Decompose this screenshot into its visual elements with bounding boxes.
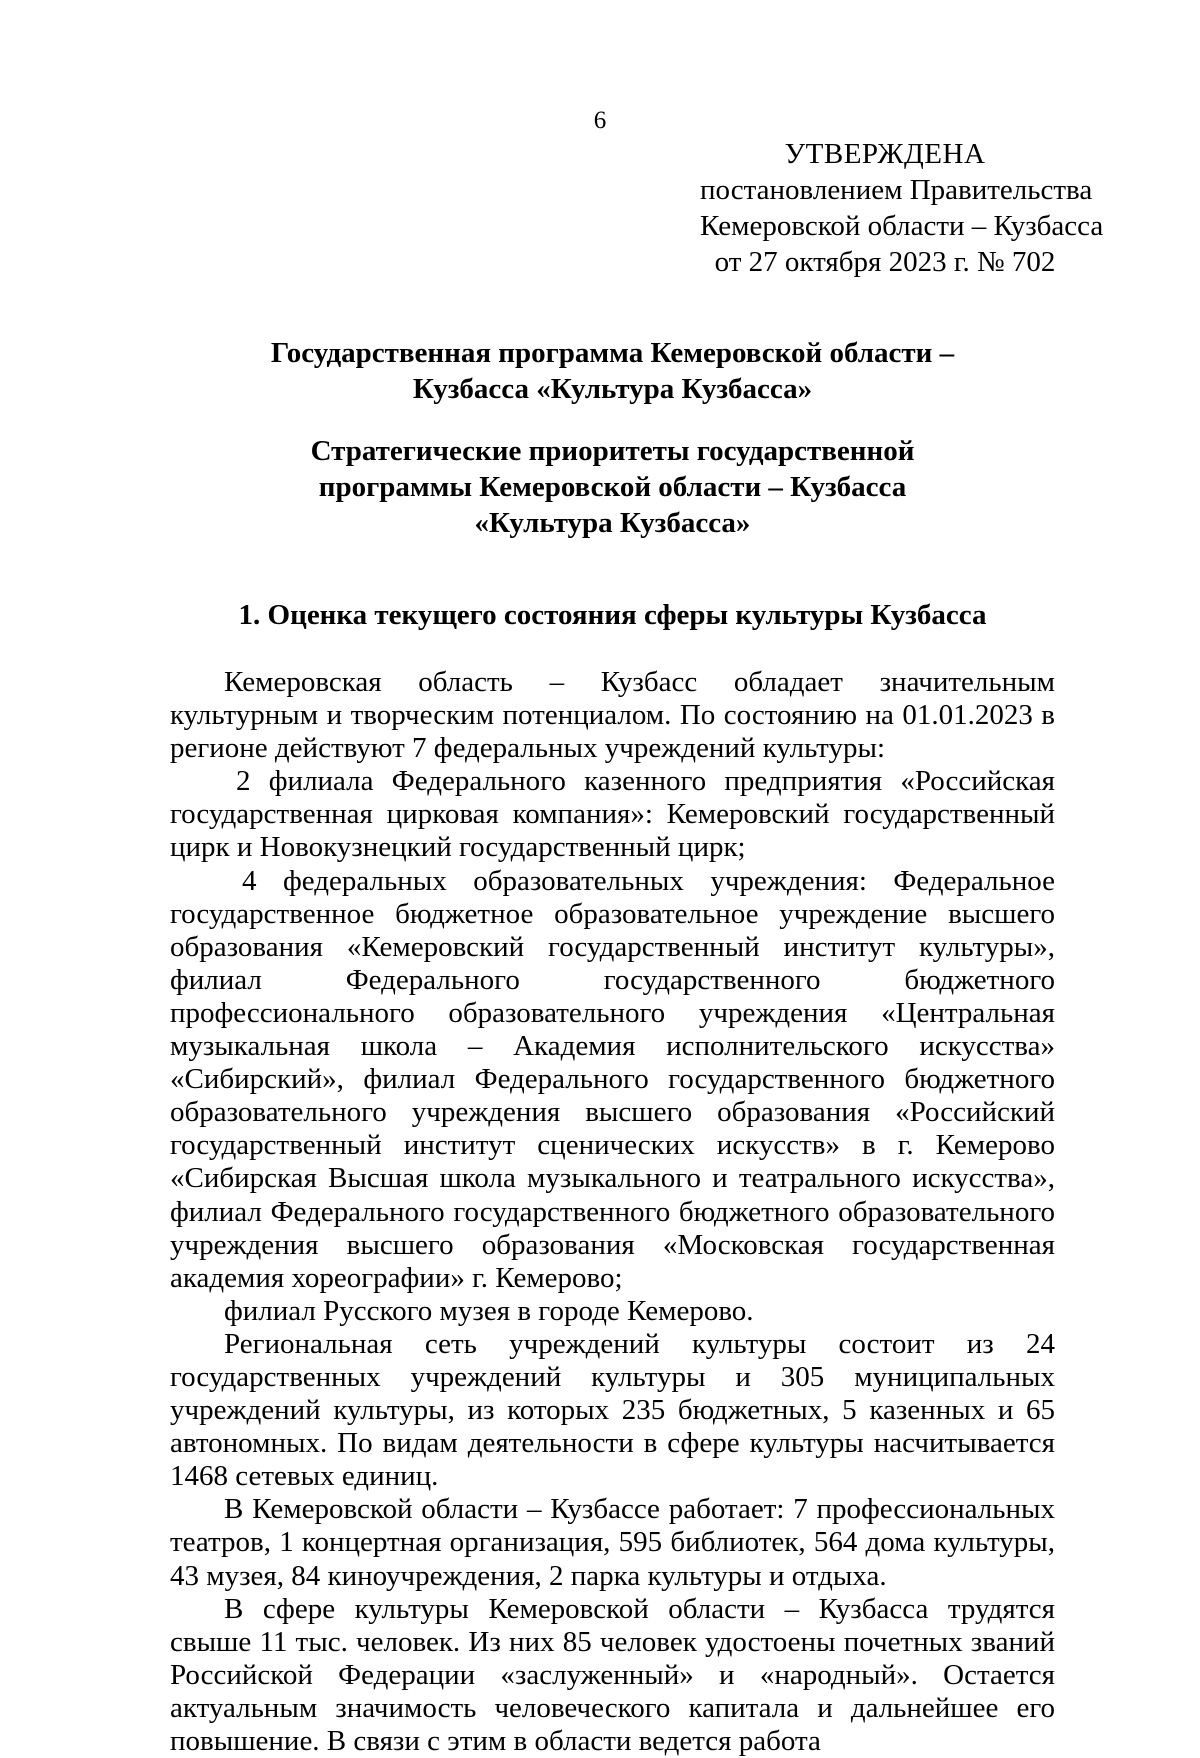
approval-line-region: Кемеровской области – Кузбасса (700, 210, 1104, 242)
approval-title: УТВЕРЖДЕНА (784, 138, 986, 170)
paragraph-circus-branches: 2 филиала Федерального казенного предприятия «Российская государственная цирковая компания»: Кемеровский государственный цирк и Новокузнецкий государственный цирк; (170, 765, 1055, 864)
approval-stamp-block (700, 136, 1104, 280)
section-heading: 1. Оценка текущего состояния сферы культуры Кузбасса (238, 599, 987, 631)
paragraph-workforce: В сфере культуры Кемеровской области – Кузбасса трудятся свыше 11 тыс. человек. Из них 85 человек удостоены почетных званий Российской Федерации «заслуженный» и «народный». Остается актуальным значимость человеческого капитала и дальнейшее его повышение. В связи с этим в области ведется работа (170, 1592, 1055, 1757)
paragraph-russian-museum: филиал Русского музея в городе Кемерово. (224, 1294, 754, 1327)
priorities-title: Стратегические приоритеты государственной программы Кемеровской области – Кузбасса «Культура Кузбасса» (310, 435, 915, 539)
approval-line-resolution: постановлением Правительства (700, 174, 1093, 206)
program-title-line-2: Кузбасса «Культура Кузбасса» (412, 373, 813, 405)
page-number: 6 (593, 107, 607, 134)
paragraph-institutions-count: В Кемеровской области – Кузбассе работает: 7 профессиональных театров, 1 концертная организация, 595 библиотек, 564 дома культуры, 43 музея, 84 киноучреждения, 2 парка культуры и отдыха. (170, 1493, 1055, 1592)
paragraph-intro: Кемеровская область – Кузбасс обладает значительным культурным и творческим потенциалом. По состоянию на 01.01.2023 в регионе действуют 7 федеральных учреждений культуры: (170, 666, 1055, 765)
paragraph-educational-institutions: 4 федеральных образовательных учреждения: Федеральное государственное бюджетное образовательное учреждение высшего образования «Кемеровский государственный институт культуры», филиал Федерального государственного бюджетного профессионального образовательного учреждения «Центральная музыкальная школа – Академия исполнительского искусства» «Сибирский», филиал Федерального государственного бюджетного образовательного учреждения высшего образования «Российский государственный институт сценических искусств» в г. Кемерово «Сибирская Высшая школа музыкального и театрального искусства», филиал Федерального государственного бюджетного образовательного учреждения высшего образования «Московская государственная академия хореографии» г. Кемерово; (170, 864, 1055, 1294)
program-title (170, 335, 1055, 407)
program-title-line-1: Государственная программа Кемеровской области – (270, 337, 955, 369)
approval-line-date: от 27 октября 2023 г. № 702 (714, 246, 1056, 278)
body-text (170, 666, 1055, 1758)
paragraph-regional-network: Региональная сеть учреждений культуры состоит из 24 государственных учреждений культуры и 305 муниципальных учреждений культуры, из которых 235 бюджетных, 5 казенных и 65 автономных. По видам деятельности в сфере культуры насчитывается 1468 сетевых единиц. (170, 1327, 1055, 1493)
